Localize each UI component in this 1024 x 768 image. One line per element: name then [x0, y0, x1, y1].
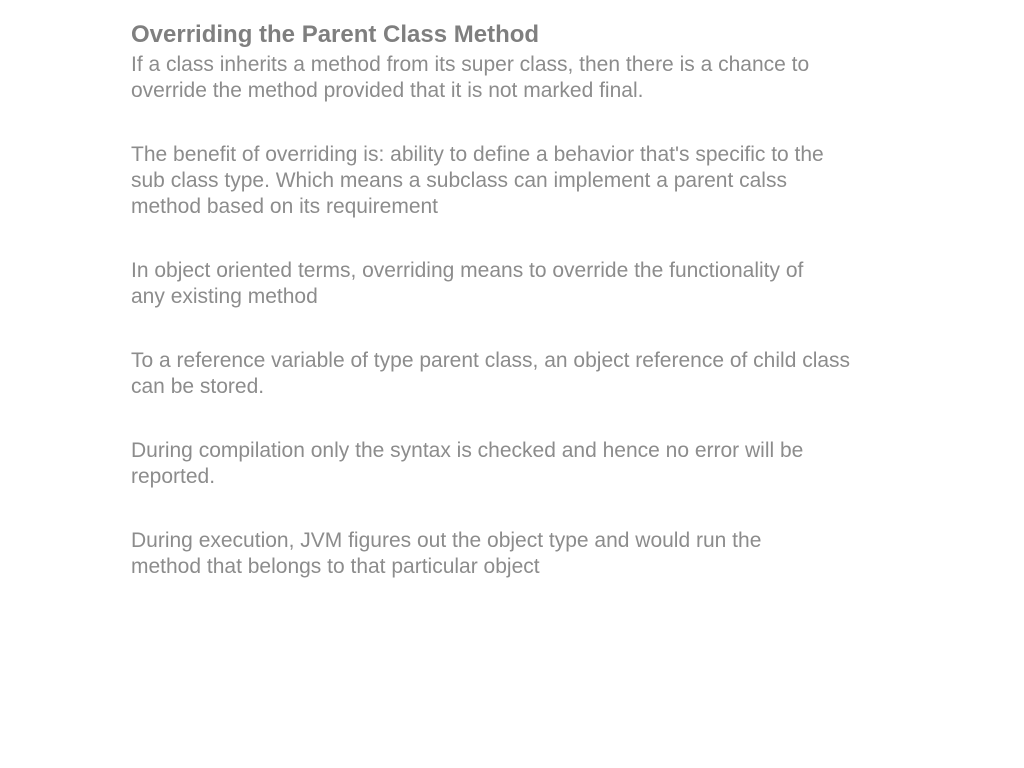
paragraph-compilation: During compilation only the syntax is checked and hence no error will be reported.	[131, 439, 804, 488]
paragraph-execution: During execution, JVM figures out the object type and would run the method that belongs to that particular object	[131, 529, 762, 578]
paragraph-inheritance: If a class inherits a method from its super class, then there is a chance to override the method provided that it is not marked final.	[131, 53, 810, 102]
paragraph-oo-terms: In object oriented terms, overriding means to override the functionality of any existing method	[131, 259, 804, 308]
paragraph-list	[131, 52, 991, 580]
slide-content	[131, 18, 991, 580]
slide-title: Overriding the Parent Class Method	[131, 21, 540, 48]
paragraph-reference-variable: To a reference variable of type parent class, an object reference of child class can be stored.	[131, 349, 851, 398]
paragraph-benefit: The benefit of overriding is: ability to define a behavior that's specific to the sub class type. Which means a subclass can implement a parent calss method based on its requirement	[131, 143, 824, 218]
